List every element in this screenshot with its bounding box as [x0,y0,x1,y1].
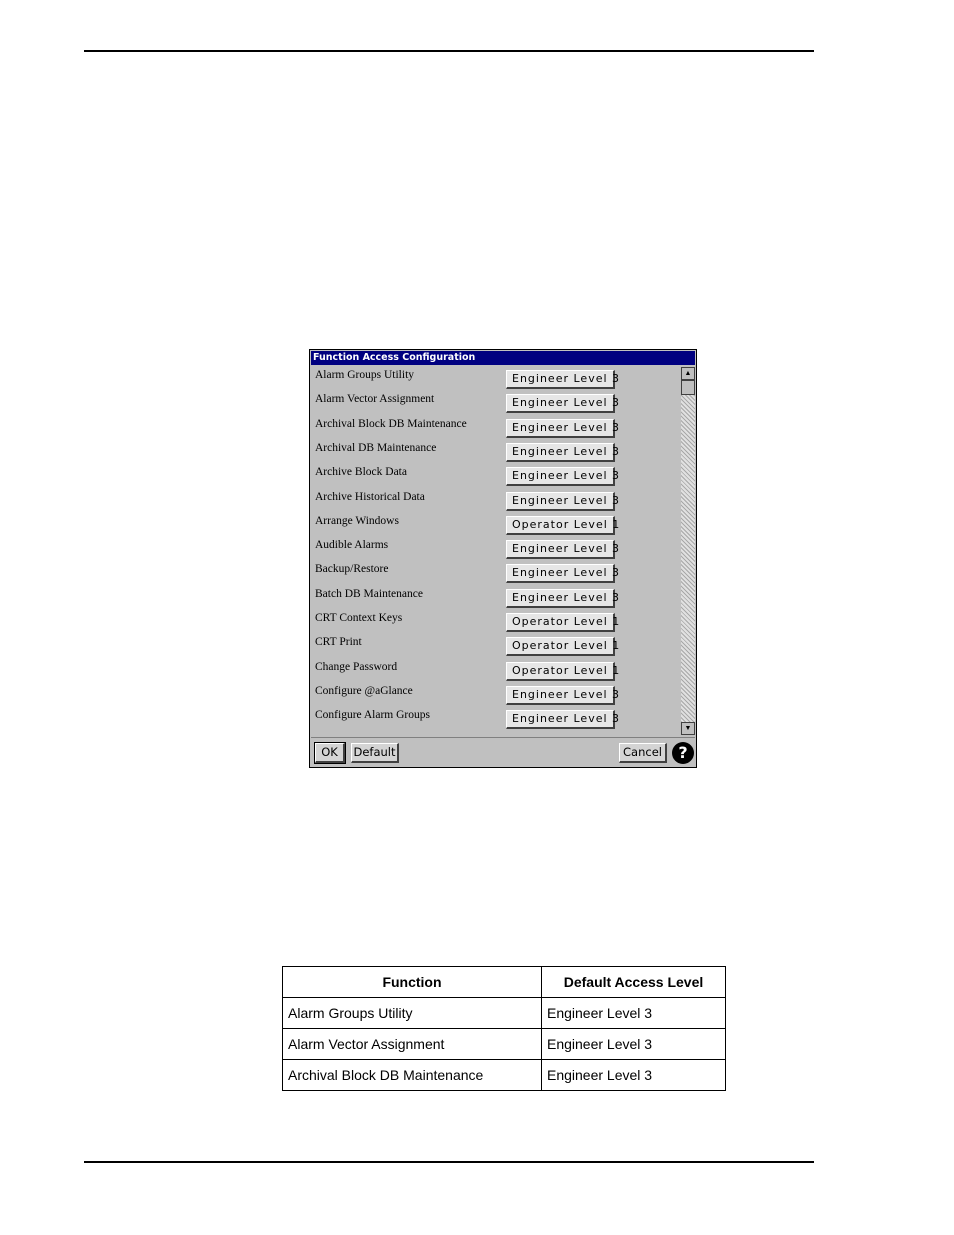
function-label: Archival DB Maintenance [315,441,437,454]
function-label: Audible Alarms [315,539,389,552]
function-label: Alarm Groups Utility [315,369,415,381]
function-label: Alarm Vector Assignment [315,393,435,406]
column-header-access-level: Default Access Level [542,967,726,998]
list-item [311,489,681,513]
function-label: Change Password [315,660,398,673]
access-level-button[interactable]: Engineer Level 3 [506,467,615,486]
list-item [311,416,681,440]
table-cell: Archival Block DB Maintenance [283,1060,542,1091]
list-item [311,561,681,585]
access-level-button[interactable]: Engineer Level 3 [506,686,615,705]
access-level-button[interactable]: Operator Level 1 [506,516,615,535]
list-item [311,586,681,610]
function-access-dialog [309,349,697,768]
column-header-function: Function [283,967,542,998]
table-row [283,1029,726,1060]
scroll-down-arrow-icon[interactable]: ▼ [681,722,695,735]
list-item [311,610,681,634]
access-level-button[interactable]: Operator Level 1 [506,613,615,632]
list-item [311,464,681,488]
vertical-scrollbar[interactable] [681,367,695,735]
function-label: Batch DB Maintenance [315,587,423,600]
function-label: Archive Historical Data [315,490,425,503]
function-label: Archive Block Data [315,466,407,479]
cancel-button[interactable]: Cancel [619,743,667,763]
scrollbar-thumb[interactable] [681,380,695,395]
table-cell: Engineer Level 3 [542,998,726,1029]
table-row [283,1060,726,1091]
table-header-row [283,967,726,998]
function-label: Arrange Windows [315,514,399,527]
default-access-table [282,966,726,1091]
function-list [311,367,681,735]
list-item [311,513,681,537]
access-level-button[interactable]: Engineer Level 3 [506,589,615,608]
list-item [311,683,681,707]
access-level-button[interactable]: Engineer Level 3 [506,564,615,583]
ok-button[interactable]: OK [315,743,345,763]
list-item [311,659,681,683]
access-level-button[interactable]: Engineer Level 3 [506,443,615,462]
list-item [311,367,681,391]
list-item [311,537,681,561]
header-rule [84,50,814,52]
function-label: Configure @aGlance [315,684,413,697]
footer-rule [84,1161,814,1163]
table-row [283,998,726,1029]
function-label: Archival Block DB Maintenance [315,417,467,430]
dialog-title: Function Access Configuration [311,351,695,365]
access-level-button[interactable]: Operator Level 1 [506,637,615,656]
table-cell: Engineer Level 3 [542,1029,726,1060]
table-cell: Engineer Level 3 [542,1060,726,1091]
dialog-footer [311,737,695,768]
table-cell: Alarm Vector Assignment [283,1029,542,1060]
list-item [311,707,681,731]
scroll-up-arrow-icon[interactable]: ▲ [681,367,695,380]
list-item [311,391,681,415]
access-level-button[interactable]: Engineer Level 3 [506,492,615,511]
table-cell: Alarm Groups Utility [283,998,542,1029]
default-button[interactable]: Default [351,743,399,763]
access-level-button[interactable]: Engineer Level 3 [506,419,615,438]
help-icon[interactable]: ? [672,742,694,764]
access-level-button[interactable]: Operator Level 1 [506,662,615,681]
access-level-button[interactable]: Engineer Level 3 [506,370,615,389]
function-label: Configure Alarm Groups [315,709,430,722]
function-label: Backup/Restore [315,563,389,576]
list-item [311,440,681,464]
function-label: CRT Print [315,636,362,649]
access-level-button[interactable]: Engineer Level 3 [506,394,615,413]
access-level-button[interactable]: Engineer Level 3 [506,710,615,729]
function-label: CRT Context Keys [315,612,403,624]
list-item [311,634,681,658]
access-level-button[interactable]: Engineer Level 3 [506,540,615,559]
